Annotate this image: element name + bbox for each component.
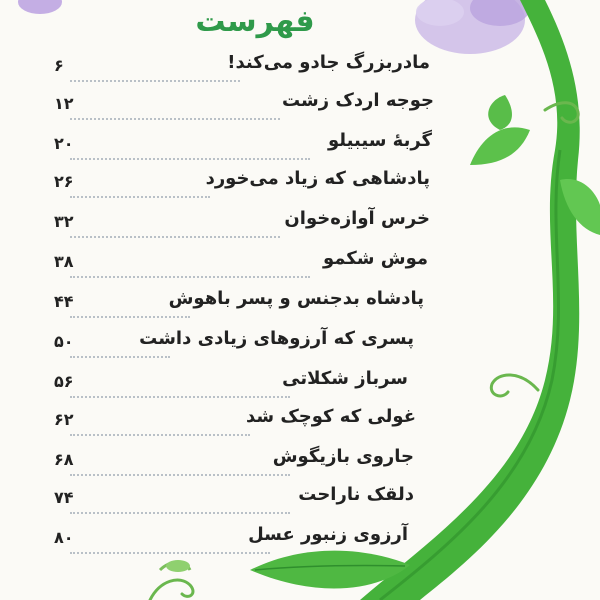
- page-number: ۶۲: [54, 410, 74, 429]
- dotted-leader: [70, 474, 290, 476]
- flower-icon: [18, 0, 62, 14]
- page-number: ۵۰: [54, 332, 74, 351]
- page-number: ۶: [54, 56, 64, 75]
- dotted-leader: [70, 196, 210, 198]
- dotted-leader: [70, 552, 270, 554]
- story-title: آرزوی زنبور عسل: [248, 524, 408, 545]
- page-number: ۳۲: [54, 212, 74, 231]
- toc-entry[interactable]: [0, 246, 600, 280]
- dotted-leader: [70, 434, 250, 436]
- story-title: دلقک ناراحت: [298, 484, 414, 505]
- dotted-leader: [70, 276, 310, 278]
- dotted-leader: [70, 80, 240, 82]
- page-number: ۷۴: [54, 488, 74, 507]
- dotted-leader: [70, 356, 170, 358]
- toc-entry[interactable]: [0, 128, 600, 162]
- story-title: جاروی بازیگوش: [272, 446, 414, 467]
- dotted-leader: [70, 236, 280, 238]
- story-title: پادشاهی که زیاد می‌خورد: [205, 168, 430, 189]
- story-title: جوجه اردک زشت: [282, 90, 434, 111]
- story-title: غولی که کوچک شد: [246, 406, 416, 427]
- dotted-leader: [70, 316, 190, 318]
- page-number: ۶۸: [54, 450, 74, 469]
- flower-icon: [415, 0, 530, 54]
- story-title: سرباز شکلاتی: [282, 368, 408, 389]
- page-number: ۲۶: [54, 172, 74, 191]
- toc-entry[interactable]: [0, 444, 600, 478]
- toc-entry[interactable]: [0, 326, 600, 360]
- table-of-contents: [0, 50, 600, 570]
- toc-entry[interactable]: [0, 404, 600, 438]
- toc-entry[interactable]: [0, 522, 600, 556]
- story-title: گربهٔ سیبیلو: [328, 130, 432, 151]
- page-number: ۳۸: [54, 252, 74, 271]
- dotted-leader: [70, 158, 310, 160]
- toc-entry[interactable]: [0, 206, 600, 240]
- dotted-leader: [70, 512, 290, 514]
- page-number: ۱۲: [54, 94, 74, 113]
- story-title: پادشاه بدجنس و پسر باهوش: [168, 288, 424, 309]
- toc-entry[interactable]: [0, 50, 600, 84]
- toc-entry[interactable]: [0, 88, 600, 122]
- toc-entry[interactable]: [0, 482, 600, 516]
- story-title: موش شکمو: [322, 248, 428, 269]
- page-title: فهرست: [195, 4, 315, 39]
- page-number: ۵۶: [54, 372, 74, 391]
- story-title: خرس آوازه‌خوان: [284, 208, 430, 229]
- dotted-leader: [70, 118, 280, 120]
- story-title: پسری که آرزوهای زیادی داشت: [139, 328, 414, 349]
- dotted-leader: [70, 396, 290, 398]
- toc-entry[interactable]: [0, 286, 600, 320]
- page-number: ۲۰: [54, 134, 74, 153]
- toc-entry[interactable]: [0, 166, 600, 200]
- toc-entry[interactable]: [0, 366, 600, 400]
- page-number: ۴۴: [54, 292, 74, 311]
- story-title: مادربزرگ جادو می‌کند!: [227, 52, 430, 73]
- page-number: ۸۰: [54, 528, 74, 547]
